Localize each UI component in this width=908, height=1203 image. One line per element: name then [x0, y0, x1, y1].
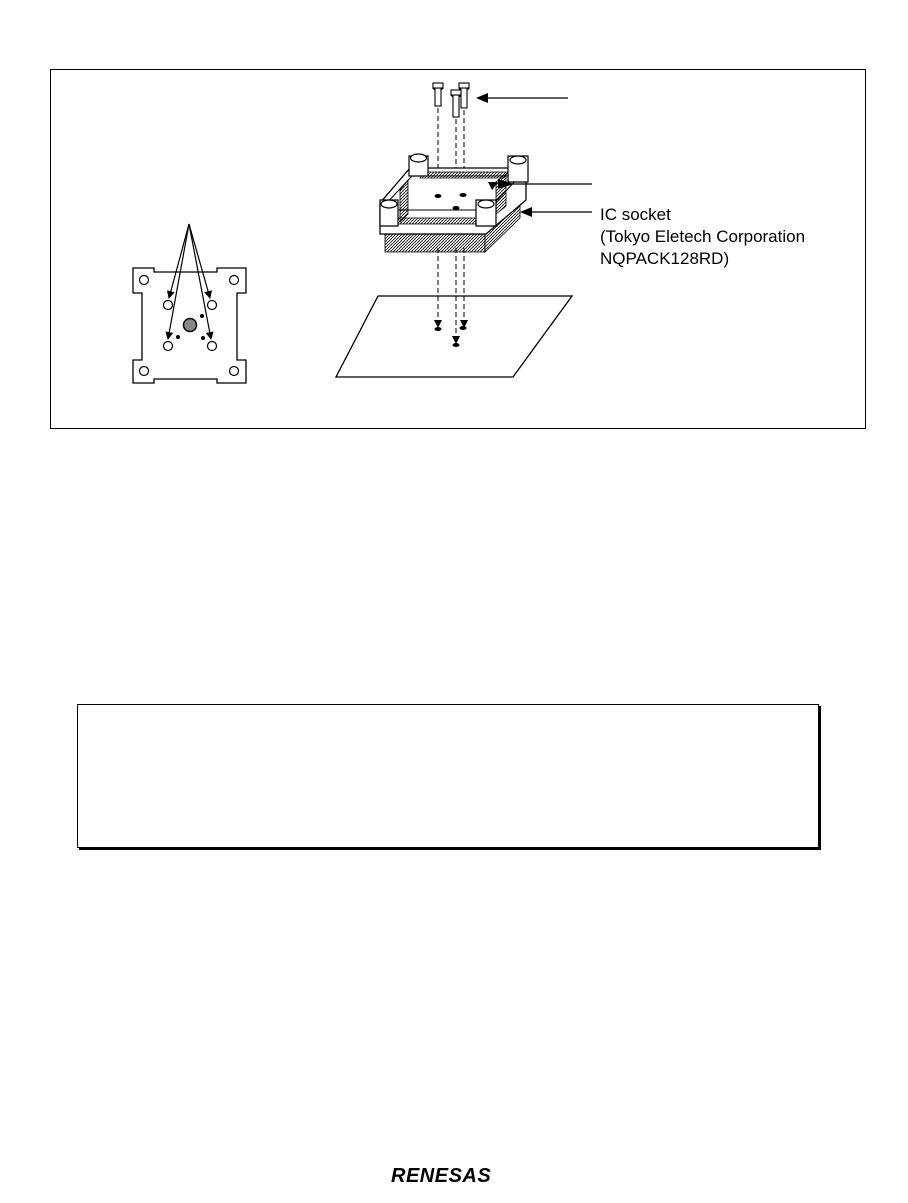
ic-socket-label: IC socket [600, 205, 671, 224]
ic-socket-manufacturer: (Tokyo Eletech Corporation [600, 227, 806, 246]
ic-socket-part-number: NQPACK128RD) [600, 249, 730, 268]
pad-footprint-view [133, 224, 246, 383]
center-hole [184, 319, 197, 332]
guide-pin-hole [164, 342, 173, 351]
guide-pin-hole [208, 301, 217, 310]
ic-socket [380, 154, 592, 252]
renesas-logo: RENESAS [391, 1165, 492, 1187]
corner-hole [230, 276, 239, 285]
corner-hole [230, 367, 239, 376]
note-box [77, 704, 819, 848]
corner-hole [140, 367, 149, 376]
corner-hole [140, 276, 149, 285]
guide-pin-hole [164, 301, 173, 310]
guide-pin-hole [208, 342, 217, 351]
guide-pins [433, 83, 568, 117]
ic-socket-callout [600, 204, 805, 270]
